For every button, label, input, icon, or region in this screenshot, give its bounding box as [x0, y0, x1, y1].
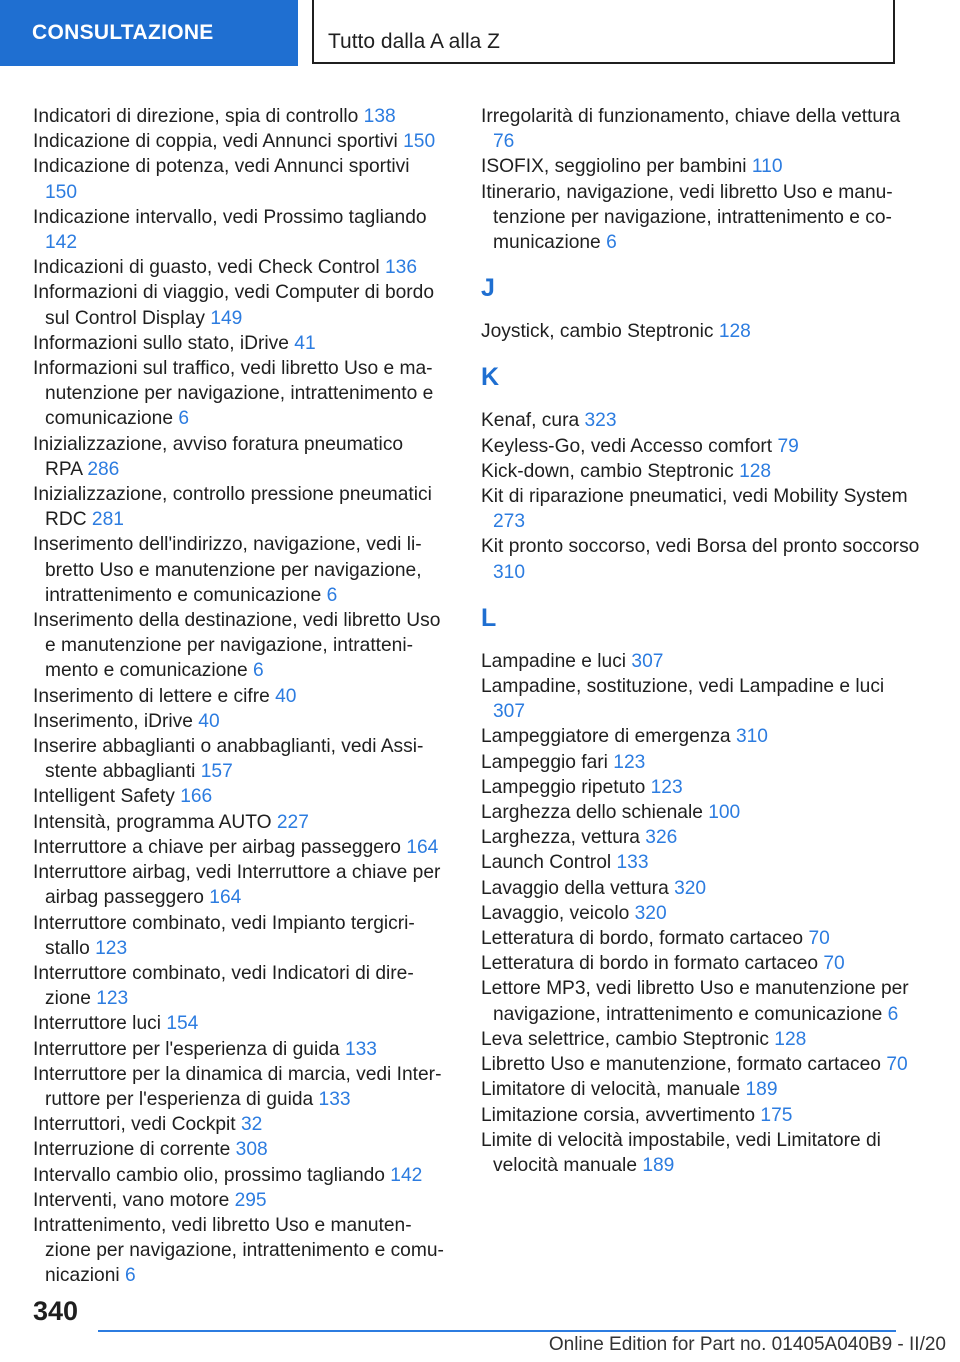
page-reference-link[interactable]: 136: [384, 257, 417, 279]
page-reference-link[interactable]: 142: [390, 1164, 423, 1186]
index-entry: [481, 876, 921, 901]
index-entry: [481, 901, 921, 926]
entry-text: Indicazioni di guasto, vedi Check Control: [33, 257, 380, 279]
entry-text: Lettore MP3, vedi libretto Uso e manutenzione per navigazione, intrattenimento e comunicazione: [481, 978, 909, 1025]
page-reference-link[interactable]: 281: [91, 509, 124, 531]
page-reference-link[interactable]: 133: [344, 1038, 377, 1060]
index-entry: [481, 154, 921, 179]
index-entry: [33, 1037, 445, 1062]
page-reference-link[interactable]: 70: [823, 953, 845, 975]
index-entry: [481, 104, 921, 154]
index-entry: [33, 331, 445, 356]
entry-text: Kit pronto soccorso, vedi Borsa del pronto soccorso: [481, 536, 920, 558]
footer-rule: [98, 1330, 896, 1332]
page-reference-link[interactable]: 128: [718, 321, 751, 343]
entry-text: Intrattenimento, vedi libretto Uso e manutenzione per navigazione, intrattenimento e comunicazioni: [33, 1214, 444, 1287]
index-entry: [33, 1011, 445, 1036]
index-entry: [33, 1213, 445, 1289]
index-entry: [481, 649, 921, 674]
page-reference-link[interactable]: 286: [87, 458, 120, 480]
index-entry: [33, 1062, 445, 1112]
index-letter-l: L: [481, 603, 497, 632]
page-reference-link[interactable]: 149: [210, 307, 243, 329]
page-reference-link[interactable]: 123: [650, 776, 683, 798]
entry-text: Lampeggio ripetuto: [481, 776, 646, 798]
index-entry: [33, 608, 445, 684]
page-reference-link[interactable]: 189: [642, 1154, 675, 1176]
entry-text: Keyless-Go, vedi Accesso comfort: [481, 435, 773, 457]
entry-text: Interruzione di corrente: [33, 1139, 231, 1161]
page-reference-link[interactable]: 175: [760, 1104, 793, 1126]
index-entry: [481, 408, 921, 433]
index-entry: [33, 154, 445, 204]
entry-text: Inserimento dell'indirizzo, navigazione, vedi libretto Uso e manutenzione per navigazione, intrattenimento e comunicazione: [33, 534, 422, 606]
entry-text: Inserimento della destinazione, vedi libretto Uso e manutenzione per navigazione, intrattenimento e comunicazione: [33, 610, 441, 682]
index-entry: [33, 911, 445, 961]
index-entry: [481, 484, 921, 534]
section-tab: CONSULTAZIONE: [0, 0, 298, 66]
page-reference-link[interactable]: 6: [887, 1003, 899, 1025]
page-reference-link[interactable]: 307: [493, 701, 526, 723]
index-entry: [33, 734, 445, 784]
index-entry: [481, 800, 921, 825]
entry-text: Intelligent Safety: [33, 786, 175, 808]
page-number: 340: [33, 1296, 79, 1326]
index-entry: [481, 976, 921, 1026]
index-entry: [481, 775, 921, 800]
page-reference-link[interactable]: 227: [276, 811, 309, 833]
index-column-right: [481, 104, 921, 1178]
index-entry: [33, 684, 445, 709]
index-entry: [481, 180, 921, 256]
entry-text: Interruttore combinato, vedi Impianto tergicristallo: [33, 912, 415, 959]
page-reference-link[interactable]: 128: [774, 1028, 807, 1050]
index-entry: [33, 255, 445, 280]
entry-text: Interruttori, vedi Cockpit: [33, 1114, 236, 1136]
page-reference-link[interactable]: 307: [631, 650, 664, 672]
entry-text: Interruttore luci: [33, 1013, 161, 1035]
entry-text: Inserimento, iDrive: [33, 710, 193, 732]
index-entry: [481, 459, 921, 484]
page-reference-link[interactable]: 40: [198, 710, 220, 732]
page-reference-link[interactable]: 6: [326, 584, 338, 606]
entry-text: Intervallo cambio olio, prossimo tagliando: [33, 1164, 385, 1186]
page-reference-link[interactable]: 323: [584, 410, 617, 432]
page-reference-link[interactable]: 6: [253, 660, 264, 682]
entry-text: Indicatori di direzione, spia di controllo: [33, 106, 359, 127]
index-entry: [33, 432, 445, 482]
edition-note: Online Edition for Part no. 01405A040B9 - II/20: [548, 1334, 946, 1355]
index-entry: [481, 434, 921, 459]
page-reference-link[interactable]: 41: [294, 332, 316, 354]
page-reference-link[interactable]: 110: [751, 156, 783, 178]
entry-text: ISOFIX, seggiolino per bambini: [481, 156, 747, 178]
index-entry: [481, 825, 921, 850]
index-entry: [33, 129, 445, 154]
page-header: [0, 0, 960, 70]
page-reference-link[interactable]: 76: [493, 131, 515, 153]
page-reference-link[interactable]: 164: [209, 887, 242, 909]
entry-text: Indicazione di potenza, vedi Annunci sportivi: [33, 156, 410, 178]
page-reference-link[interactable]: 310: [735, 726, 768, 748]
index-entry: [33, 860, 445, 910]
page-reference-link[interactable]: 123: [613, 751, 646, 773]
entry-text: Letteratura di bordo, formato cartaceo: [481, 928, 804, 950]
index-entry: [481, 319, 921, 344]
index-entry: [33, 356, 445, 432]
page-reference-link[interactable]: 70: [808, 928, 830, 950]
entry-text: Inizializzazione, avviso foratura pneumatico RPA: [33, 433, 404, 480]
entry-text: Indicazione di coppia, vedi Annunci sportivi: [33, 131, 398, 153]
entry-text: Lampadine e luci: [481, 650, 627, 672]
page-reference-link[interactable]: 189: [745, 1079, 778, 1101]
index-entry: [481, 951, 921, 976]
entry-text: Kit di riparazione pneumatici, vedi Mobility System: [481, 486, 908, 508]
entry-text: Informazioni sullo stato, iDrive: [33, 332, 289, 354]
entry-text: Interruttore airbag, vedi Interruttore a chiave per airbag passeggero: [33, 862, 441, 909]
page-reference-link[interactable]: 40: [275, 685, 297, 707]
index-entry: [33, 709, 445, 734]
page-reference-link[interactable]: 164: [406, 836, 439, 858]
entry-text: Inserire abbaglianti o anabbaglianti, vedi Assistente abbaglianti: [33, 736, 424, 783]
entry-text: Letteratura di bordo in formato cartaceo: [481, 953, 819, 975]
page-reference-link[interactable]: 6: [606, 232, 617, 254]
entry-text: Intensità, programma AUTO: [33, 811, 272, 833]
page-reference-link[interactable]: 123: [95, 937, 128, 959]
entry-text: Inserimento di lettere e cifre: [33, 685, 270, 707]
entry-text: Interventi, vano motore: [33, 1189, 230, 1211]
index-entry: [481, 926, 921, 951]
index-column-left: [33, 104, 445, 1289]
index-entry: [481, 674, 921, 724]
entry-text: Lampadine, sostituzione, vedi Lampadine e luci: [481, 676, 885, 698]
index-entry: [481, 1103, 921, 1128]
index-entry: [33, 1137, 445, 1162]
index-letter-k: K: [481, 363, 500, 392]
entry-text: Interruttore combinato, vedi Indicatori di direzione: [33, 962, 414, 1010]
index-entry: [33, 835, 445, 860]
entry-text: Interruttore per la dinamica di marcia, vedi Interruttore per l'esperienza di guida: [33, 1063, 442, 1110]
entry-text: Libretto Uso e manutenzione, formato cartaceo: [481, 1054, 881, 1076]
page-reference-link[interactable]: 150: [403, 131, 436, 153]
index-entry: [481, 724, 921, 749]
page-reference-link[interactable]: 150: [45, 181, 78, 203]
page-reference-link[interactable]: 308: [235, 1139, 268, 1161]
page-reference-link[interactable]: 157: [200, 761, 233, 783]
index-entry: [481, 534, 921, 584]
page-reference-link[interactable]: 123: [96, 988, 129, 1010]
entry-text: Lampeggiatore di emergenza: [481, 726, 731, 748]
page-reference-link[interactable]: 100: [708, 802, 741, 824]
entry-text: Leva selettrice, cambio Steptronic: [481, 1028, 769, 1050]
index-entry: [481, 1077, 921, 1102]
page-reference-link[interactable]: 138: [363, 106, 396, 127]
entry-text: Limite di velocità impostabile, vedi Limitatore di velocità manuale: [481, 1129, 881, 1176]
index-entry: [33, 280, 445, 330]
page-reference-link[interactable]: 142: [45, 232, 78, 254]
page-reference-link[interactable]: 32: [240, 1114, 263, 1136]
index-entry: [481, 1128, 921, 1178]
index-entry: [33, 532, 445, 608]
entry-text: Informazioni di viaggio, vedi Computer di bordo sul Control Display: [33, 282, 435, 329]
page-reference-link[interactable]: 128: [739, 460, 772, 482]
entry-text: Limitazione corsia, avvertimento: [481, 1104, 756, 1126]
page-reference-link[interactable]: 320: [674, 877, 707, 899]
entry-text: Lavaggio, veicolo: [481, 902, 630, 924]
entry-text: Kick-down, cambio Steptronic: [481, 460, 734, 482]
index-entry: [33, 205, 445, 255]
index-entry: [481, 1027, 921, 1052]
page-reference-link[interactable]: 70: [886, 1054, 908, 1076]
page-reference-link[interactable]: 154: [166, 1013, 199, 1035]
chapter-title: Tutto dalla A alla Z: [312, 0, 895, 64]
index-entry: [33, 784, 445, 809]
page-reference-link[interactable]: 295: [234, 1189, 267, 1211]
entry-text: Kenaf, cura: [481, 410, 580, 432]
entry-text: Inizializzazione, controllo pressione pneumatici RDC: [33, 484, 432, 531]
entry-text: Launch Control: [481, 852, 612, 874]
entry-text: Larghezza dello schienale: [481, 802, 703, 824]
entry-text: Lampeggio fari: [481, 751, 608, 773]
page-reference-link[interactable]: 273: [493, 511, 526, 533]
entry-text: Informazioni sul traffico, vedi libretto Uso e manutenzione per navigazione, intrattenimento e comunicazione: [33, 358, 434, 430]
entry-text: Itinerario, navigazione, vedi libretto Uso e manutenzione per navigazione, intrattenimento e comunicazione: [481, 181, 893, 254]
index-entry: [33, 810, 445, 835]
page-reference-link[interactable]: 310: [493, 561, 526, 583]
index-entry: [33, 104, 445, 129]
page-reference-link[interactable]: 320: [634, 902, 667, 924]
index-entry: [481, 750, 921, 775]
entry-text: Irregolarità di funzionamento, chiave della vettura: [481, 106, 901, 127]
index-entry: [33, 961, 445, 1011]
index-entry: [33, 1188, 445, 1213]
page-reference-link[interactable]: 79: [777, 435, 799, 457]
page-reference-link[interactable]: 326: [645, 827, 678, 849]
page-reference-link[interactable]: 6: [125, 1265, 136, 1287]
index-entry: [481, 1052, 921, 1077]
page-reference-link[interactable]: 133: [318, 1088, 351, 1110]
index-entry: [33, 1112, 445, 1137]
entry-text: Interruttore per l'esperienza di guida: [33, 1038, 340, 1060]
entry-text: Interruttore a chiave per airbag passeggero: [33, 836, 401, 858]
entry-text: Indicazione intervallo, vedi Prossimo tagliando: [33, 206, 427, 228]
index-letter-j: J: [481, 274, 495, 303]
index-entry: [33, 1163, 445, 1188]
entry-text: Limitatore di velocità, manuale: [481, 1079, 741, 1101]
entry-text: Larghezza, vettura: [481, 827, 640, 849]
entry-text: Lavaggio della vettura: [481, 877, 669, 899]
index-entry: [481, 850, 921, 875]
index-entry: [33, 482, 445, 532]
page-reference-link[interactable]: 133: [616, 852, 649, 874]
entry-text: Joystick, cambio Steptronic: [481, 321, 714, 343]
page-reference-link[interactable]: 166: [180, 786, 213, 808]
page-reference-link[interactable]: 6: [178, 408, 190, 430]
